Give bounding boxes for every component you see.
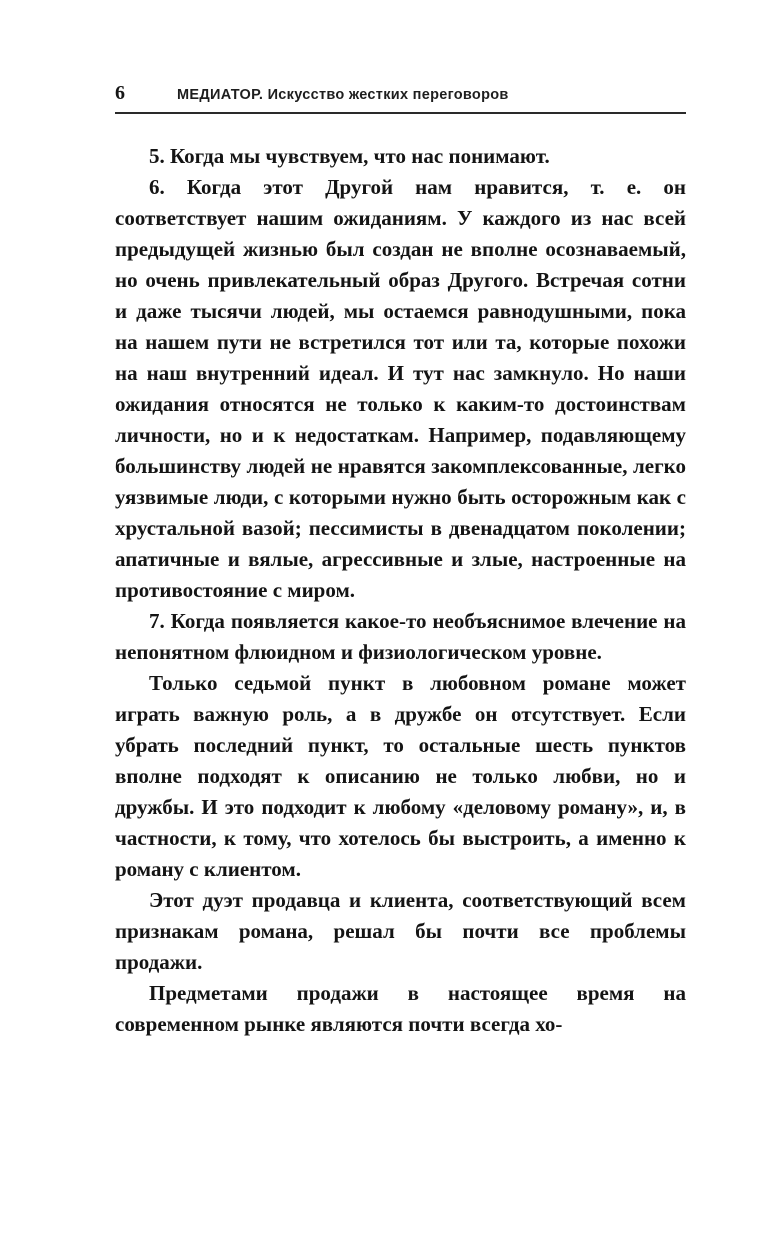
paragraph-seventh-point: Только седьмой пункт в любовном романе может играть важную роль, а в дружбе он отсутствует. Если убрать последний пункт, то остальные шесть пунктов вполне подходят к описанию не только любви, но и дружбы. И это подходит к любому «деловому роману», и, в частности, к тому, что хотелось бы выстроить, а именно к роману с клиентом. xyxy=(115,671,686,881)
paragraph-list-item-5: 5. Когда мы чувствуем, что нас понимают. xyxy=(149,144,550,168)
paragraph-subjects-of-sale: Предметами продажи в настоящее время на современном рынке являются почти всегда хо- xyxy=(115,981,686,1036)
paragraph-list-item-6: 6. Когда этот Другой нам нравится, т. е. он соответствует нашим ожиданиям. У каждого из нас всей предыдущей жизнью был создан не вполне осознаваемый, но очень привлекательный образ Другого. Встречая сотни и даже тысячи людей, мы остаемся равнодушными, пока на нашем пути не встретился тот или та, которые похожи на наш внутренний идеал. И тут нас замкнуло. Но наши ожидания относятся не только к каким-то достоинствам личности, но и к недостаткам. Например, подавляющему большинству людей не нравятся закомплексованные, легко уязвимые люди, с которыми нужно быть осторожным как с хрустальной вазой; пессимисты в двенадцатом поколении; апатичные и вялые, агрессивные и злые, настроенные на противостояние с миром. xyxy=(115,175,686,602)
running-head xyxy=(115,82,686,114)
body-text xyxy=(115,141,686,1040)
paragraph-duet: Этот дуэт продавца и клиента, соответствующий всем признакам романа, решал бы почти все проблемы продажи. xyxy=(115,888,686,974)
page-number: 6 xyxy=(115,82,125,104)
running-title: МЕДИАТОР. Искусство жестких переговоров xyxy=(177,87,509,103)
paragraph-list-item-7: 7. Когда появляется какое-то необъяснимое влечение на непонятном флюидном и физиологическом уровне. xyxy=(115,609,686,664)
